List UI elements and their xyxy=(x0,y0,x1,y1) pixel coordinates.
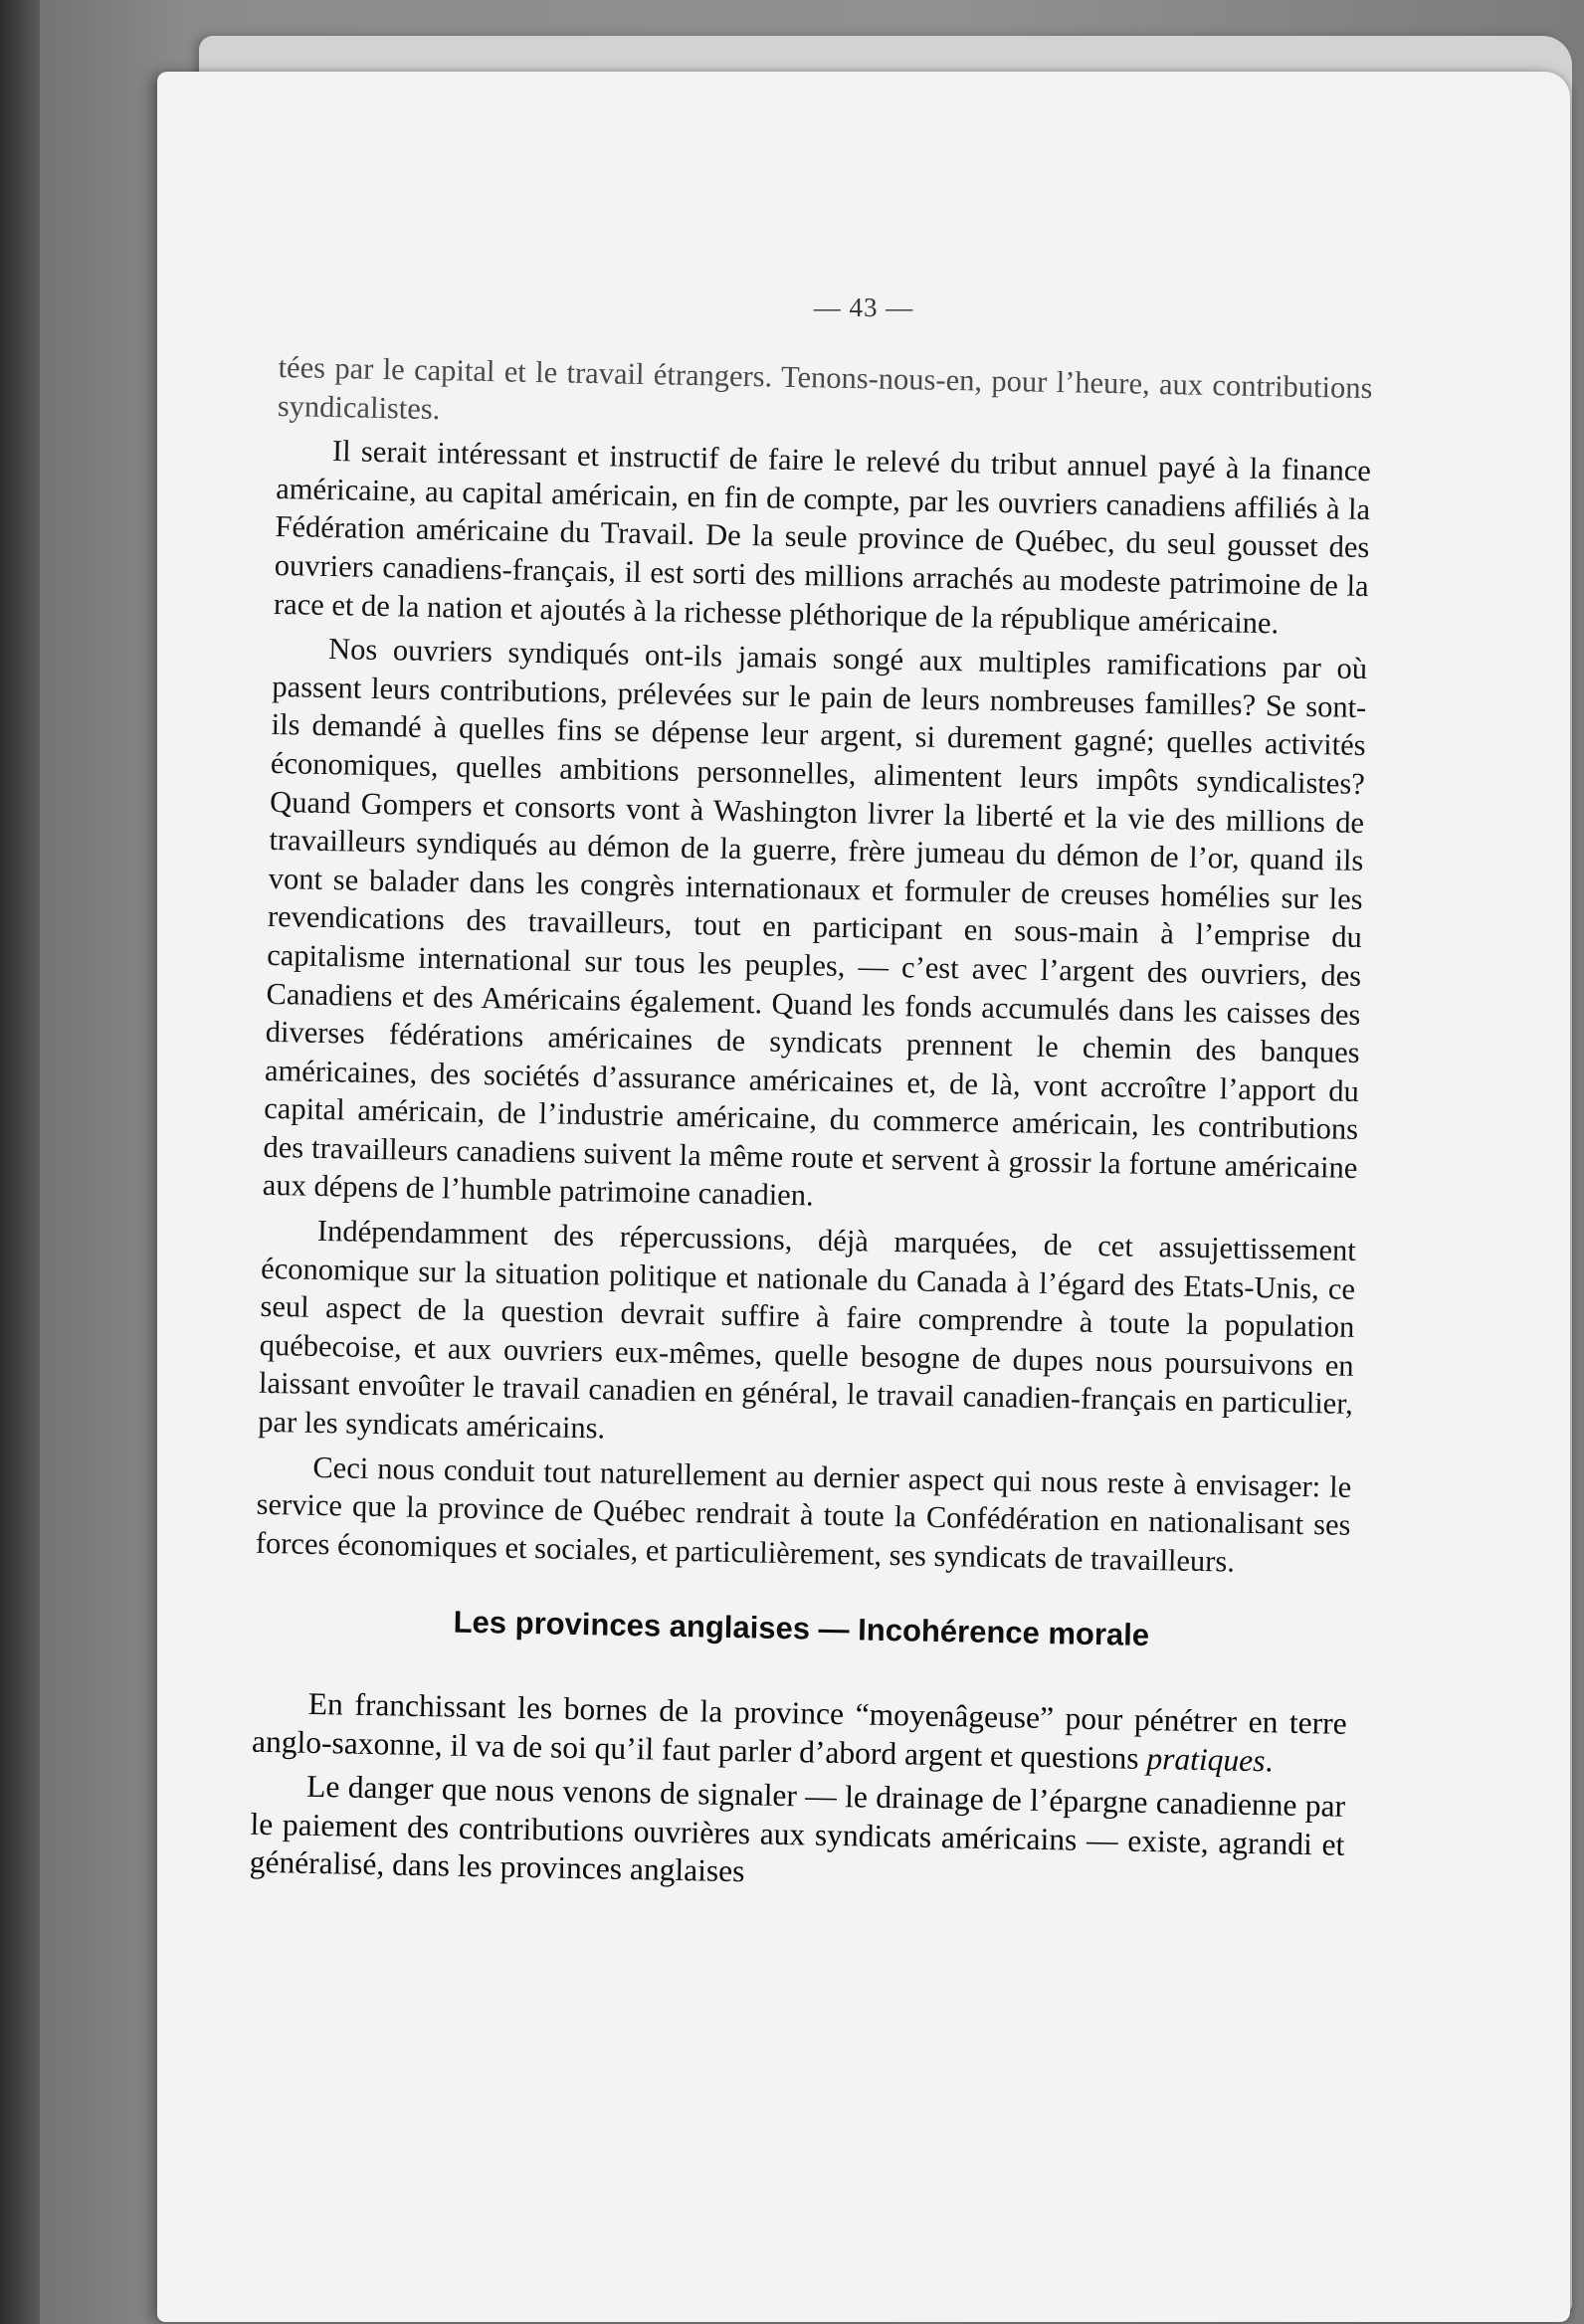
paragraph-danger: Le danger que nous venons de signaler — le drainage de l’épargne canadienne par le paiement des contributions ouvrières aux syndicats américains — existe, agrandi et généralisé, dans les provinces anglaises xyxy=(249,1768,1346,1889)
page-number: — 43 — xyxy=(813,292,914,322)
section-heading: Les provinces anglaises — Incohérence morale xyxy=(453,1605,1150,1653)
paragraph-franchissant xyxy=(252,1684,1347,1782)
paragraph-ceci: Ceci nous conduit tout naturellement au dernier aspect qui nous reste à envisager: le service que la province de Québec rendrait à toute la Confédération en nationalisant ses forces économiques et sociales, et particulièrement, ses syndicats de travailleurs. xyxy=(255,1450,1352,1579)
paragraph-franchissant-end: . xyxy=(1265,1742,1274,1779)
paragraph-franchissant-text: En franchissant les bornes de la province “moyenâgeuse” pour pénétrer en terre anglo-saxonne, il va de soi qu’il faut parler d’abord argent et questions xyxy=(251,1685,1347,1776)
paragraph-ouvriers-syndiques: Nos ouvriers syndiqués ont-ils jamais songé aux multiples ramifications par où passent leurs contributions, prélevées sur le pain de leurs nombreuses familles? Se sont-ils demandé à quelles fins se dépense leur argent, si durement gagné; quelles activités économiques, quelles ambitions personnelles, alimentent leurs impôts syndicalistes? Quand Gompers et consorts vont à Washington livrer la liberté et la vie des millions de travailleurs syndiqués au démon de la guerre, frère jumeau du démon de l’or, quand ils vont se balader dans les congrès internationaux et formuler de creuses homélies sur les revendications des travailleurs, tout en participant en sous-main à l’emprise du capitalisme international sur tous les peuples, — c’est avec l’argent des ouvriers, des Canadiens et des Américains également. Quand les fonds accumulés dans les caisses des diverses fédérations américaines de syndicats prennent le chemin des banques américaines, des sociétés d’assurance américaines et, de là, vont accroître l’apport du capital américain, de l’industrie américaine, du commerce américain, les contributions des travailleurs canadiens suivent la même route et servent à grossir la fortune américaine aux dépens de l’humble patrimoine canadien. xyxy=(262,632,1368,1213)
paragraph-continuation: tées par le capital et le travail étrangers. Tenons-nous-en, pour l’heure, aux contributions syndicalistes. xyxy=(277,349,1373,426)
emphasis-pratiques: pratiques xyxy=(1146,1740,1266,1778)
paragraph-tribut: Il serait intéressant et instructif de faire le relevé du tribut annuel payé à la finance américaine, au capital américain, en fin de compte, par les ouvriers canadiens affiliés à la Fédération américaine du Travail. De la seule province de Québec, du seul gousset des ouvriers canadiens-français, il est sorti des millions arrachés au modeste patrimoine de la race et de la nation et ajoutés à la richesse pléthorique de la république américaine. xyxy=(273,434,1372,640)
text-body xyxy=(249,348,1373,1909)
scan-left-edge xyxy=(0,0,40,2324)
paragraph-independamment: Indépendamment des répercussions, déjà marquées, de cet assujettissement économique sur la situation politique et nationale du Canada à l’égard des Etats-Unis, ce seul aspect de la question devrait suffire à faire comprendre à toute la population québecoise, et aux ouvriers eux-mêmes, quelle besogne de dupes nous poursuivons en laissant envoûter le travail canadien en général, le travail canadien-français en particulier, par les syndicats américains. xyxy=(257,1213,1357,1446)
